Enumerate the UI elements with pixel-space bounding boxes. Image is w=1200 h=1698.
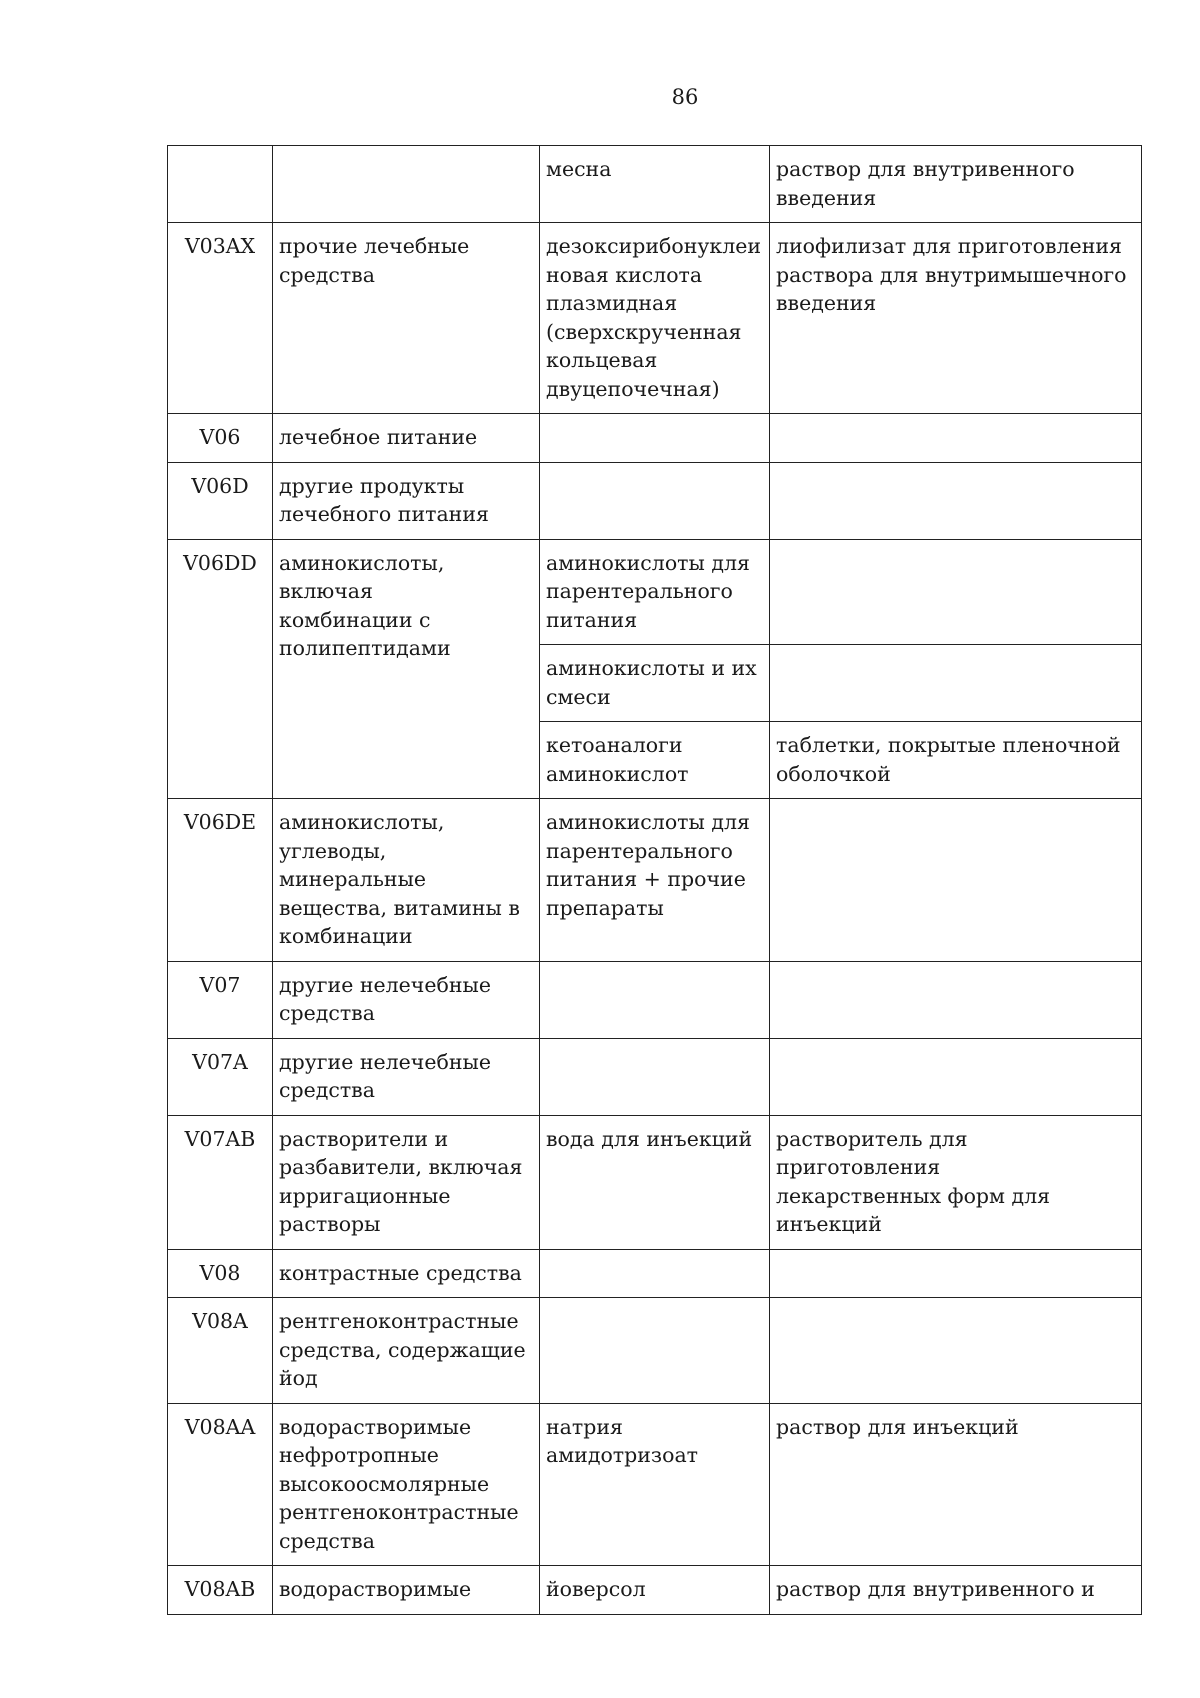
table-row <box>168 961 1142 1038</box>
group-cell: лечебное питание <box>273 414 540 463</box>
form-cell <box>770 1038 1142 1115</box>
table-row <box>168 1403 1142 1566</box>
table-row <box>168 1115 1142 1249</box>
drug-cell: йоверсол <box>540 1566 770 1615</box>
group-cell: прочие лечебные средства <box>273 223 540 414</box>
table-row <box>168 223 1142 414</box>
group-cell: аминокислоты, включая комбинации с полипептидами <box>273 539 540 799</box>
atc-code-cell: V03AX <box>168 223 273 414</box>
group-cell <box>273 146 540 223</box>
form-cell: раствор для внутривенного и <box>770 1566 1142 1615</box>
group-cell: другие нелечебные средства <box>273 1038 540 1115</box>
group-cell: другие продукты лечебного питания <box>273 462 540 539</box>
form-cell <box>770 414 1142 463</box>
atc-code-cell: V07AB <box>168 1115 273 1249</box>
table-row <box>168 539 1142 645</box>
group-cell: другие нелечебные средства <box>273 961 540 1038</box>
atc-code-cell: V06DE <box>168 799 273 962</box>
group-cell: водорастворимые <box>273 1566 540 1615</box>
table-row <box>168 462 1142 539</box>
atc-code-cell: V08AB <box>168 1566 273 1615</box>
atc-code-cell: V08AA <box>168 1403 273 1566</box>
drug-cell <box>540 1038 770 1115</box>
table-row <box>168 414 1142 463</box>
form-cell: растворитель для приготовления лекарственных форм для инъекций <box>770 1115 1142 1249</box>
atc-code-cell: V06DD <box>168 539 273 799</box>
drug-cell: натрия амидотризоат <box>540 1403 770 1566</box>
atc-code-cell <box>168 146 273 223</box>
page-number: 86 <box>671 85 699 109</box>
form-cell <box>770 799 1142 962</box>
table-row <box>168 1038 1142 1115</box>
drug-cell <box>540 414 770 463</box>
drug-cell: аминокислоты для парентерального питания <box>540 539 770 645</box>
drug-cell <box>540 961 770 1038</box>
drug-cell: кетоаналоги аминокислот <box>540 722 770 799</box>
form-cell: раствор для внутривенного введения <box>770 146 1142 223</box>
form-cell <box>770 1298 1142 1404</box>
drug-cell: месна <box>540 146 770 223</box>
form-cell: лиофилизат для приготовления раствора для внутримышечного введения <box>770 223 1142 414</box>
atc-code-cell: V08 <box>168 1249 273 1298</box>
atc-code-cell: V08A <box>168 1298 273 1404</box>
table-row <box>168 1566 1142 1615</box>
group-cell: рентгеноконтрастные средства, содержащие йод <box>273 1298 540 1404</box>
table-row <box>168 799 1142 962</box>
atc-code-cell: V07 <box>168 961 273 1038</box>
table-row <box>168 1298 1142 1404</box>
form-cell <box>770 539 1142 645</box>
drug-cell: вода для инъекций <box>540 1115 770 1249</box>
drug-cell: аминокислоты для парентерального питания + прочие препараты <box>540 799 770 962</box>
group-cell: водорастворимые нефротропные высокоосмолярные рентгеноконтрастные средства <box>273 1403 540 1566</box>
drug-cell: дезоксирибонуклеи новая кислота плазмидная (сверхскрученная кольцевая двуцепочечная) <box>540 223 770 414</box>
form-cell <box>770 462 1142 539</box>
drug-cell <box>540 462 770 539</box>
group-cell: растворители и разбавители, включая ирригационные растворы <box>273 1115 540 1249</box>
form-cell <box>770 1249 1142 1298</box>
table-row <box>168 1249 1142 1298</box>
drug-table <box>167 145 1142 1615</box>
atc-code-cell: V07A <box>168 1038 273 1115</box>
group-cell: аминокислоты, углеводы, минеральные вещества, витамины в комбинации <box>273 799 540 962</box>
table-row <box>168 146 1142 223</box>
form-cell: раствор для инъекций <box>770 1403 1142 1566</box>
drug-cell <box>540 1298 770 1404</box>
form-cell: таблетки, покрытые пленочной оболочкой <box>770 722 1142 799</box>
group-cell: контрастные средства <box>273 1249 540 1298</box>
atc-code-cell: V06 <box>168 414 273 463</box>
drug-cell: аминокислоты и их смеси <box>540 645 770 722</box>
atc-code-cell: V06D <box>168 462 273 539</box>
form-cell <box>770 961 1142 1038</box>
form-cell <box>770 645 1142 722</box>
drug-cell <box>540 1249 770 1298</box>
